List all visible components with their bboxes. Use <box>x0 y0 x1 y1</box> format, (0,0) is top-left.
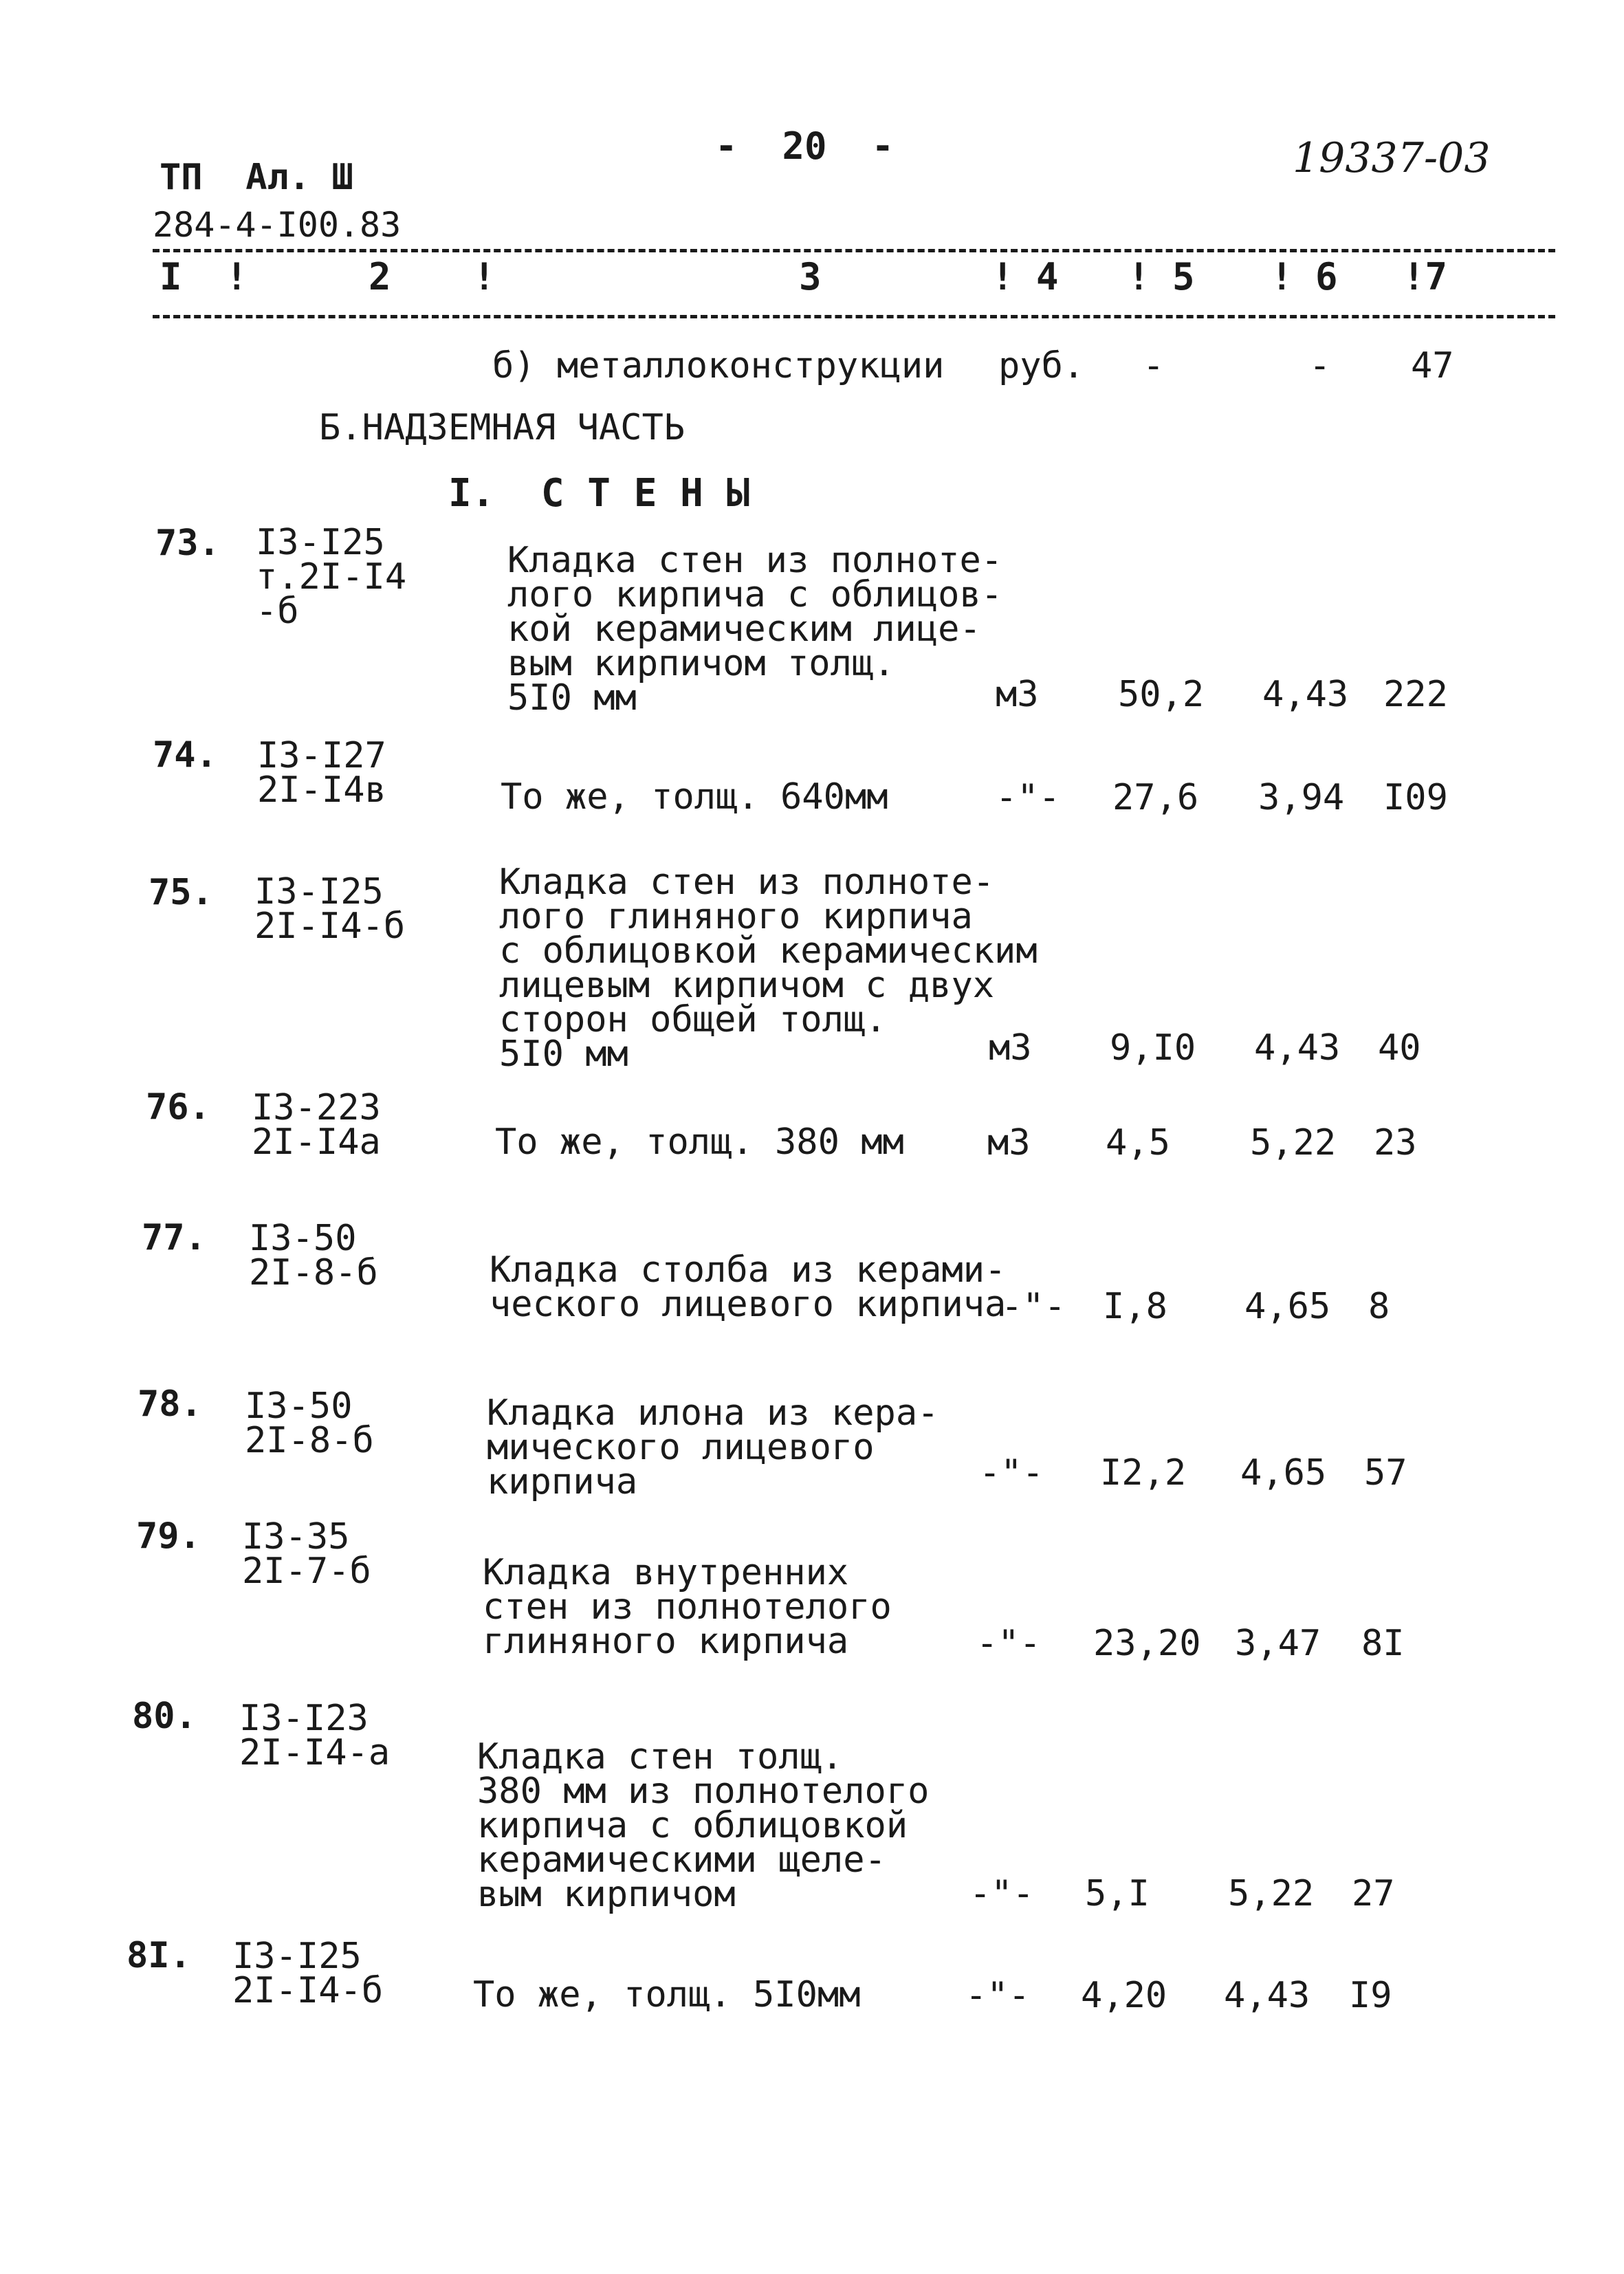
row-description: То же, толщ. 5I0мм <box>473 1974 861 2015</box>
row-unit: -"- <box>976 1623 1041 1664</box>
row-description: То же, толщ. 640мм <box>501 776 888 818</box>
row-total: 40 <box>1378 1027 1421 1069</box>
row-price: 3,94 <box>1258 777 1345 818</box>
row-description: Кладка столба из керами- ческого лицевого кирпича <box>490 1249 1007 1325</box>
row-unit: -"- <box>1001 1286 1066 1327</box>
column-separator: ! <box>226 255 248 298</box>
row-total: 23 <box>1374 1122 1417 1163</box>
top-rule <box>153 249 1555 252</box>
row-unit: м3 <box>996 674 1039 715</box>
row-number: 79. <box>136 1516 201 1557</box>
row-price: 4,43 <box>1262 674 1349 715</box>
row-total: I9 <box>1349 1975 1392 2016</box>
section-title: Б.НАДЗЕМНАЯ ЧАСТЬ <box>319 407 685 448</box>
row-qty: 9,I0 <box>1110 1027 1196 1069</box>
row-unit: м3 <box>989 1027 1032 1069</box>
row-qty: 5,I <box>1085 1873 1150 1914</box>
metal-row-description: б) металлоконструкции <box>492 345 945 386</box>
row-total: 8I <box>1361 1623 1405 1664</box>
column-header-5: ! 5 <box>1128 255 1195 298</box>
row-unit: -"- <box>979 1452 1044 1494</box>
series-label: ТП Ал. Ш <box>160 157 353 198</box>
project-number: 284-4-I00.83 <box>153 205 402 245</box>
row-code: I3-I25 2I-I4-б <box>232 1936 384 2011</box>
column-separator: ! <box>473 255 496 298</box>
column-header-2: 2 <box>369 255 391 298</box>
row-number: 74. <box>153 734 217 776</box>
row-price: 4,65 <box>1240 1452 1327 1494</box>
row-number: 76. <box>146 1086 210 1128</box>
row-total: 8 <box>1368 1286 1390 1327</box>
row-code: I3-50 2I-8-б <box>245 1386 374 1461</box>
row-number: 8I. <box>127 1935 191 1976</box>
column-header-1: I <box>160 255 182 298</box>
row-code: I3-I25 т.2I-I4 -б <box>256 522 407 632</box>
row-description: Кладка илона из кера- мического лицевого кирпича <box>487 1392 939 1502</box>
subsection-title: I. С Т Е Н Ы <box>448 471 750 516</box>
row-qty: I2,2 <box>1100 1452 1187 1494</box>
metal-row-total: 47 <box>1411 345 1454 386</box>
row-unit: м3 <box>987 1122 1031 1163</box>
metal-row-price: - <box>1309 345 1331 386</box>
row-code: I3-I25 2I-I4-б <box>254 871 406 947</box>
row-qty: 4,20 <box>1081 1975 1167 2016</box>
row-qty: 23,20 <box>1093 1623 1201 1664</box>
row-unit: -"- <box>965 1975 1030 2016</box>
row-code: I3-35 2I-7-б <box>242 1516 371 1592</box>
row-number: 75. <box>149 872 213 913</box>
row-qty: I,8 <box>1103 1286 1167 1327</box>
row-description: Кладка внутренних стен из полнотелого глиняного кирпича <box>483 1552 892 1662</box>
row-qty: 50,2 <box>1118 674 1205 715</box>
row-price: 4,43 <box>1224 1975 1310 2016</box>
row-number: 77. <box>142 1217 206 1258</box>
registration-number: 19337-03 <box>1293 134 1491 182</box>
row-qty: 4,5 <box>1106 1122 1170 1163</box>
row-price: 5,22 <box>1250 1122 1337 1163</box>
row-number: 73. <box>155 523 220 564</box>
header-bottom-rule <box>153 315 1555 318</box>
row-description: Кладка стен из полноте- лого кирпича с облицов- кой керамическим лице- вым кирпичом толщ. 5I0 мм <box>507 540 1003 719</box>
row-number: 78. <box>138 1384 202 1425</box>
row-code: I3-I27 2I-I4в <box>257 735 386 811</box>
metal-row-qty: - <box>1143 345 1165 386</box>
row-price: 3,47 <box>1235 1623 1321 1664</box>
row-description: Кладка стен из полноте- лого глиняного кирпича с облицовкой керамическим лицевым кирпичом с двух сторон общей толщ. 5I0 мм <box>499 862 1038 1075</box>
row-price: 4,43 <box>1254 1027 1341 1069</box>
row-description: Кладка стен толщ. 380 мм из полнотелого кирпича с облицовкой керамическими щеле- вым кирпичом <box>477 1736 930 1915</box>
row-total: 222 <box>1383 674 1448 715</box>
column-header-4: ! 4 <box>991 255 1059 298</box>
row-code: I3-223 2I-I4а <box>252 1087 381 1163</box>
row-unit: -"- <box>996 777 1060 818</box>
page-number: - 20 - <box>715 124 895 168</box>
row-unit: -"- <box>969 1873 1034 1914</box>
column-header-3: 3 <box>799 255 822 298</box>
row-price: 5,22 <box>1228 1873 1315 1914</box>
row-price: 4,65 <box>1244 1286 1331 1327</box>
column-header-7: !7 <box>1403 255 1448 298</box>
row-code: I3-I23 2I-I4-а <box>239 1698 391 1773</box>
row-total: I09 <box>1383 777 1448 818</box>
row-qty: 27,6 <box>1112 777 1199 818</box>
column-header-6: ! 6 <box>1271 255 1338 298</box>
row-number: 80. <box>132 1696 197 1737</box>
metal-row-unit: руб. <box>998 345 1085 386</box>
row-description: То же, толщ. 380 мм <box>495 1122 904 1163</box>
row-total: 57 <box>1364 1452 1407 1494</box>
row-code: I3-50 2I-8-б <box>249 1218 378 1293</box>
row-total: 27 <box>1352 1873 1395 1914</box>
